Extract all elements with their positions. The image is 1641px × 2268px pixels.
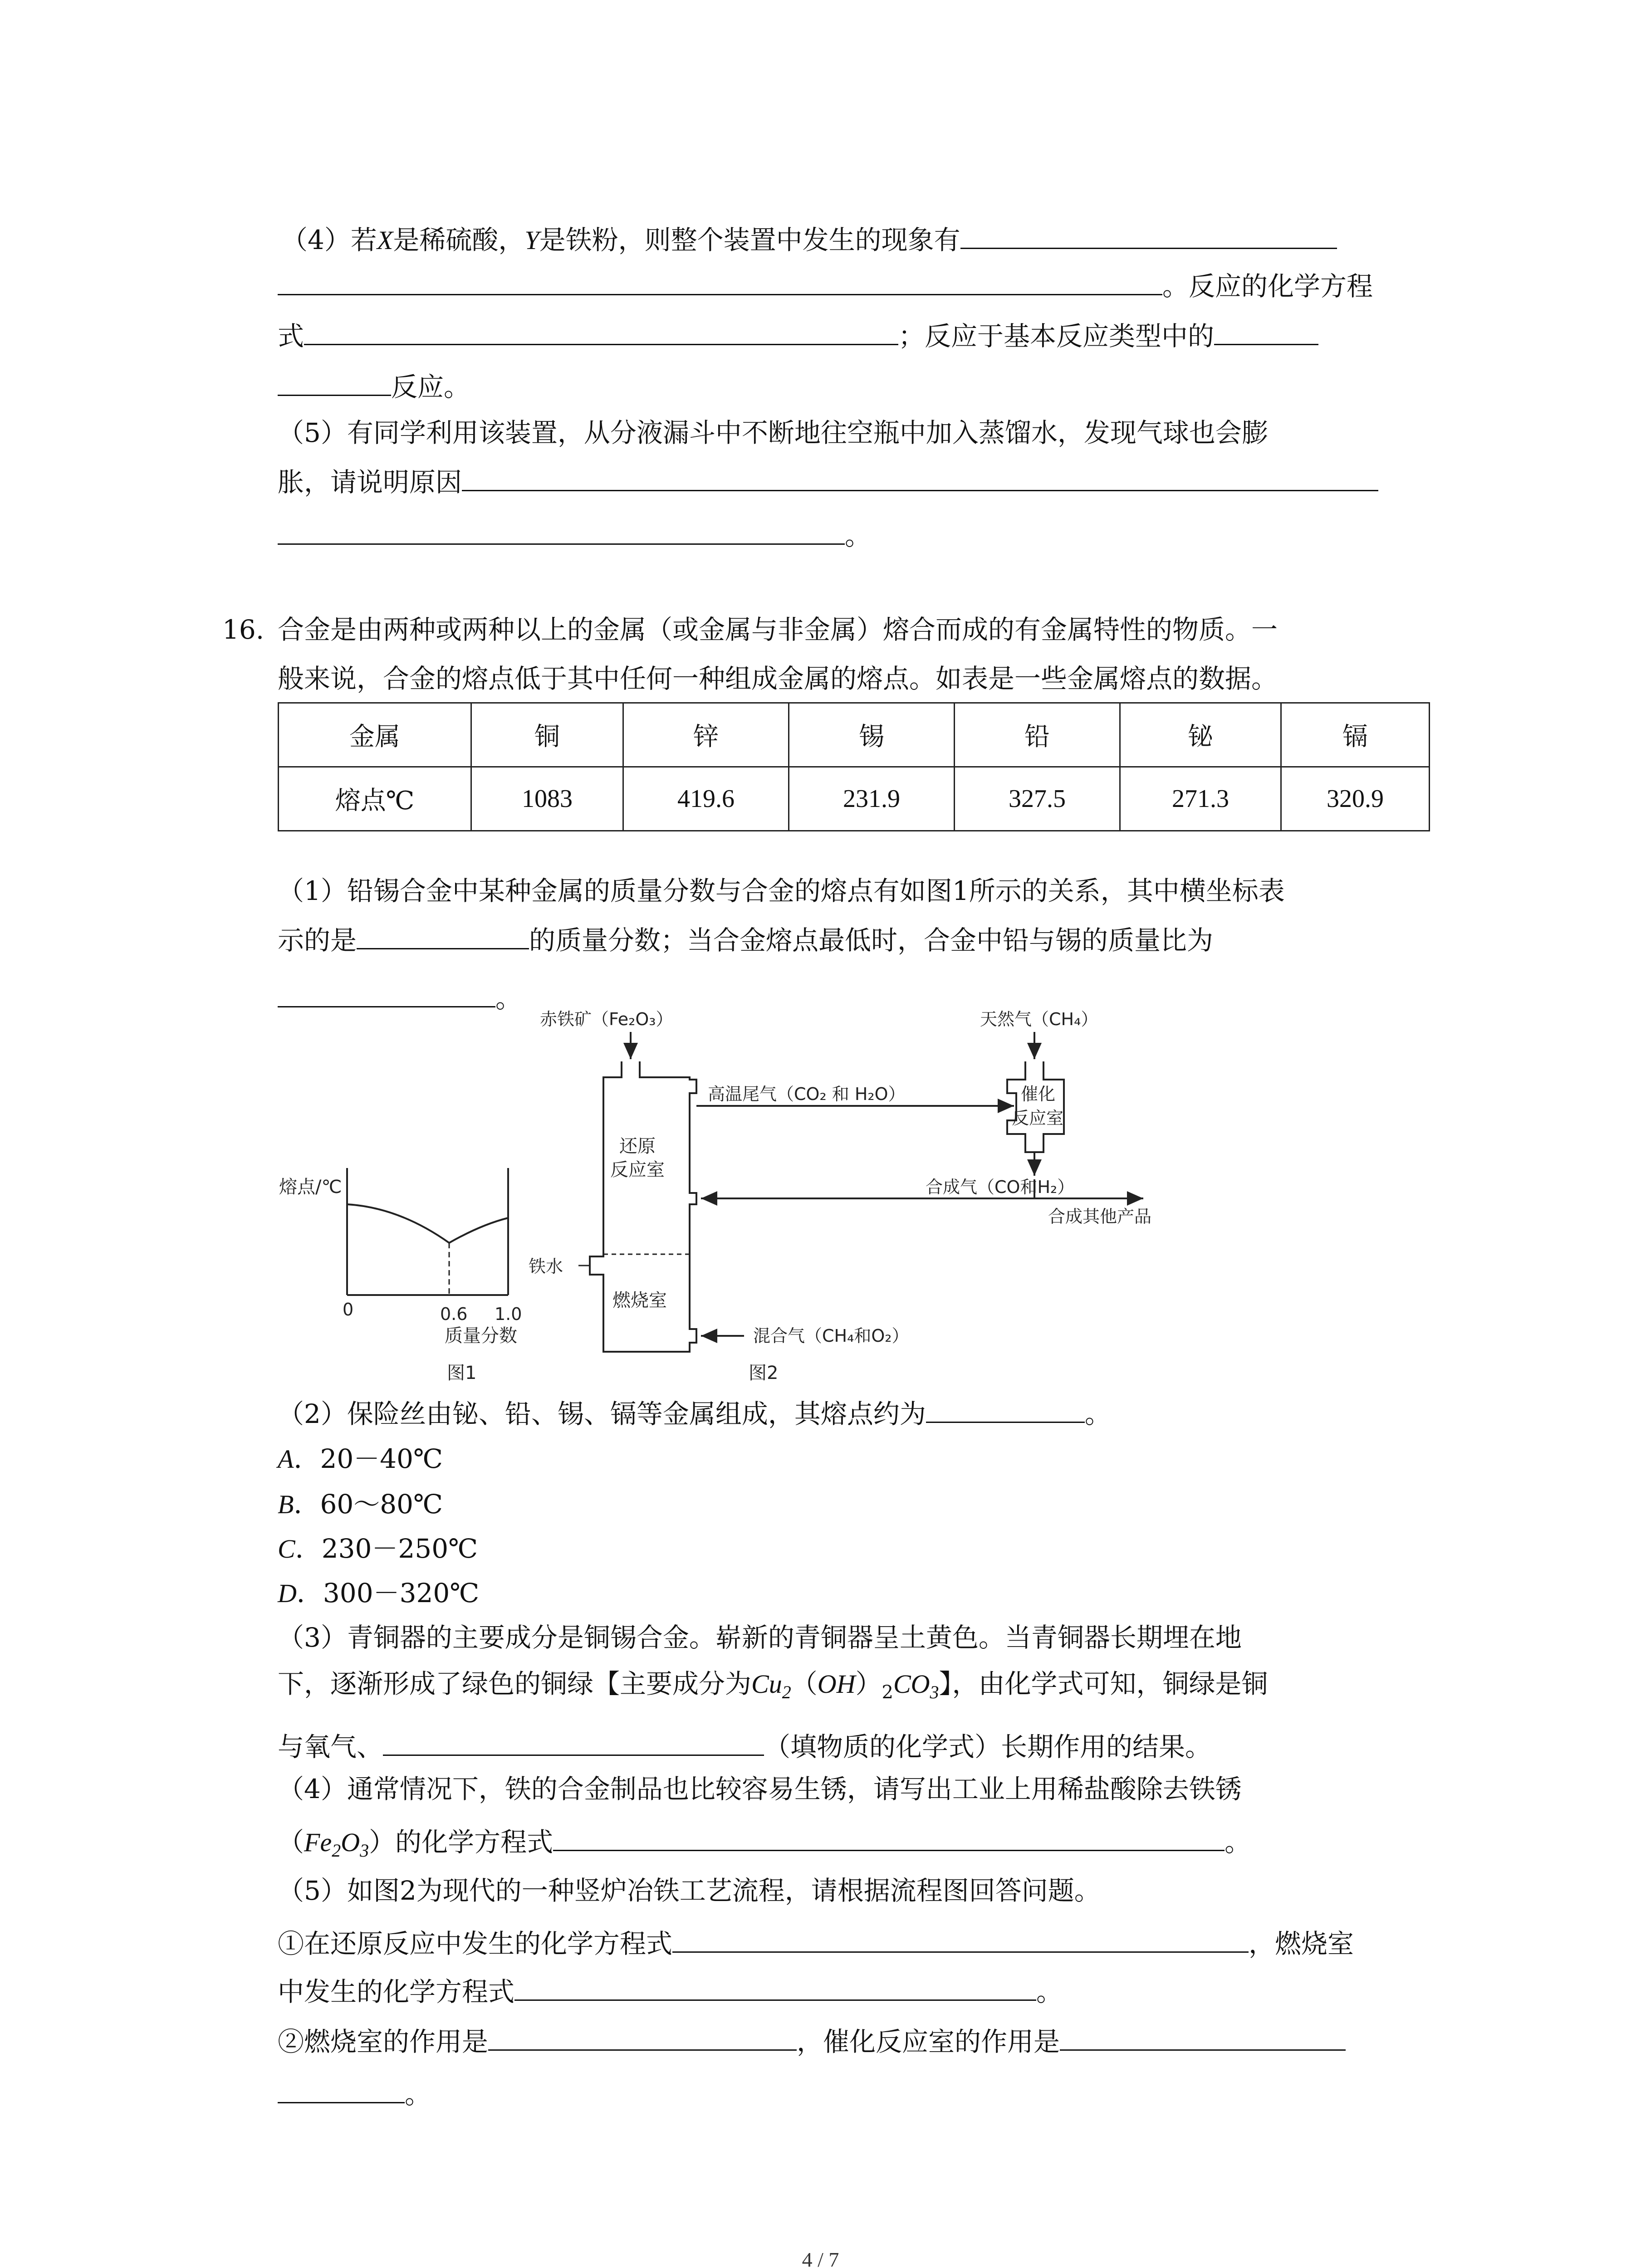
q15-part5-line1: （5）有同学利用该装置，从分液漏斗中不断地往空瓶中加入蒸馏水，发现气球也会膨	[278, 417, 1268, 448]
q16-intro-line1: 合金是由两种或两种以上的金属（或金属与非金属）熔合而成的有金属特性的物质。一	[278, 614, 1278, 645]
q16-number: 16.	[222, 614, 265, 645]
answer-blank[interactable]	[926, 1395, 1085, 1423]
fig1-xlabel: 质量分数	[445, 1325, 517, 1346]
table-cell: 铅	[955, 703, 1120, 767]
q16-part4-line1: （4）通常情况下，铁的合金制品也比较容易生锈，请写出工业上用稀盐酸除去铁锈	[278, 1774, 1242, 1804]
figures	[254, 998, 1234, 1408]
table-cell: 327.5	[955, 767, 1120, 831]
option-a[interactable]: A．20－40℃	[278, 1443, 443, 1474]
catalytic-label-2: 反应室	[1012, 1108, 1064, 1128]
table-cell: 271.3	[1120, 767, 1281, 831]
fig2-caption: 图2	[749, 1363, 779, 1383]
option-d[interactable]: D．300－320℃	[278, 1578, 480, 1608]
answer-blank[interactable]	[672, 1925, 1249, 1953]
q16-part4-line2: $(Fe_2O_3)$的化学方程式 。	[278, 1823, 1251, 1859]
ore-label: 赤铁矿（Fe₂O₃）	[540, 1009, 673, 1029]
q15-part4-line3: 式 ；反应于基本反应类型中的	[278, 318, 1318, 352]
q15-part5-line3: 。	[278, 517, 871, 552]
q16-part5-line5: 。	[278, 2076, 431, 2111]
answer-blank[interactable]	[278, 517, 845, 545]
answer-blank[interactable]	[553, 1823, 1225, 1851]
reduction-label-2: 反应室	[610, 1159, 665, 1180]
catalytic-label-1: 催化	[1021, 1084, 1056, 1104]
answer-blank[interactable]	[278, 2076, 405, 2103]
answer-blank[interactable]	[304, 318, 898, 345]
table-cell: 231.9	[789, 767, 955, 831]
fig1-caption: 图1	[447, 1363, 477, 1383]
answer-blank[interactable]	[960, 221, 1337, 249]
q16-part3-line1: （3）青铜器的主要成分是铜锡合金。崭新的青铜器呈土黄色。当青铜器长期埋在地	[278, 1622, 1242, 1653]
syngas-label: 合成气（CO和H₂）	[926, 1177, 1075, 1197]
table-row	[279, 767, 1430, 831]
answer-blank[interactable]	[488, 2023, 797, 2051]
table-cell: 铋	[1120, 703, 1281, 767]
page-number: 4 / 7	[802, 2248, 839, 2268]
fig1-x0: 0	[343, 1300, 354, 1320]
q16-part5-line4: ②燃烧室的作用是 ，催化反应室的作用是	[278, 2023, 1346, 2058]
q16-part2: （2）保险丝由铋、铅、锡、镉等金属组成，其熔点约为 。	[278, 1395, 1111, 1430]
combustion-label: 燃烧室	[612, 1290, 667, 1311]
table-cell: 金属	[279, 703, 471, 767]
answer-blank[interactable]	[383, 1728, 764, 1756]
table-cell: 1083	[471, 767, 623, 831]
answer-blank[interactable]	[1060, 2023, 1346, 2051]
q16-part1-line2: 示的是 的质量分数；当合金熔点最低时，合金中铅与锡的质量比为	[278, 922, 1213, 957]
table-cell: 419.6	[623, 767, 789, 831]
other-products-label: 合成其他产品	[1048, 1207, 1152, 1227]
q16-part5-line1: （5）如图2为现代的一种竖炉冶铁工艺流程，请根据流程图回答问题。	[278, 1875, 1101, 1906]
answer-blank[interactable]	[462, 464, 1378, 491]
iron-label: 铁水	[529, 1256, 563, 1276]
answer-blank[interactable]	[514, 1973, 1036, 2001]
tail-gas-label: 高温尾气（CO₂ 和 H₂O）	[708, 1084, 906, 1104]
mixed-gas-label: 混合气（CH₄和O₂）	[753, 1326, 909, 1346]
q16-part1-line3: 。	[278, 980, 522, 1015]
table-cell: 镉	[1281, 703, 1430, 767]
answer-blank[interactable]	[1214, 318, 1318, 345]
q16-part3-line3: 与氧气、 （填物质的化学式）长期作用的结果。	[278, 1728, 1211, 1763]
fig1-x1: 0.6	[440, 1304, 468, 1324]
q15-part4-line2: 。反应的化学方程	[278, 268, 1373, 303]
option-c[interactable]: C．230－250℃	[278, 1533, 478, 1564]
melting-point-table	[278, 702, 1430, 831]
natural-gas-label: 天然气（CH₄）	[980, 1009, 1098, 1029]
table-row	[279, 703, 1430, 767]
q16-intro-line2: 般来说，合金的熔点低于其中任何一种组成金属的熔点。如表是一些金属熔点的数据。	[278, 663, 1278, 694]
q15-part5-line2: 胀，请说明原因	[278, 464, 1378, 499]
reduction-label-1: 还原	[619, 1136, 656, 1157]
q15-part4-line1: （4）若X是稀硫酸，Y是铁粉，则整个装置中发生的现象有	[281, 221, 1337, 257]
table-cell: 锌	[623, 703, 789, 767]
option-b[interactable]: B．60～80℃	[278, 1489, 443, 1520]
q16-part1-line1: （1）铅锡合金中某种金属的质量分数与合金的熔点有如图1所示的关系，其中横坐标表	[278, 875, 1285, 906]
answer-blank[interactable]	[278, 268, 1162, 295]
table-cell: 锡	[789, 703, 955, 767]
q16-part3-line2: 下，逐渐形成了绿色的铜绿【主要成分为$Cu_2(OH)_2CO_3$】，由化学式可知，铜绿是铜	[278, 1668, 1268, 1703]
table-cell: 铜	[471, 703, 623, 767]
fig1-x2: 1.0	[495, 1304, 522, 1324]
answer-blank[interactable]	[278, 368, 391, 396]
q16-part5-line2: ①在还原反应中发生的化学方程式 ，燃烧室	[278, 1925, 1354, 1960]
q16-part5-line3: 中发生的化学方程式 。	[278, 1973, 1063, 2008]
figure-1-melting-chart	[279, 1168, 522, 1383]
table-cell: 熔点℃	[279, 767, 471, 831]
fig1-ylabel: 熔点/℃	[279, 1177, 342, 1198]
catalytic-chamber	[1007, 1061, 1064, 1152]
q15-part4-line4: 反应。	[278, 368, 470, 403]
melting-curve	[347, 1204, 508, 1243]
table-cell: 320.9	[1281, 767, 1430, 831]
answer-blank[interactable]	[357, 922, 529, 949]
figure-2-flowchart	[529, 1009, 1151, 1383]
